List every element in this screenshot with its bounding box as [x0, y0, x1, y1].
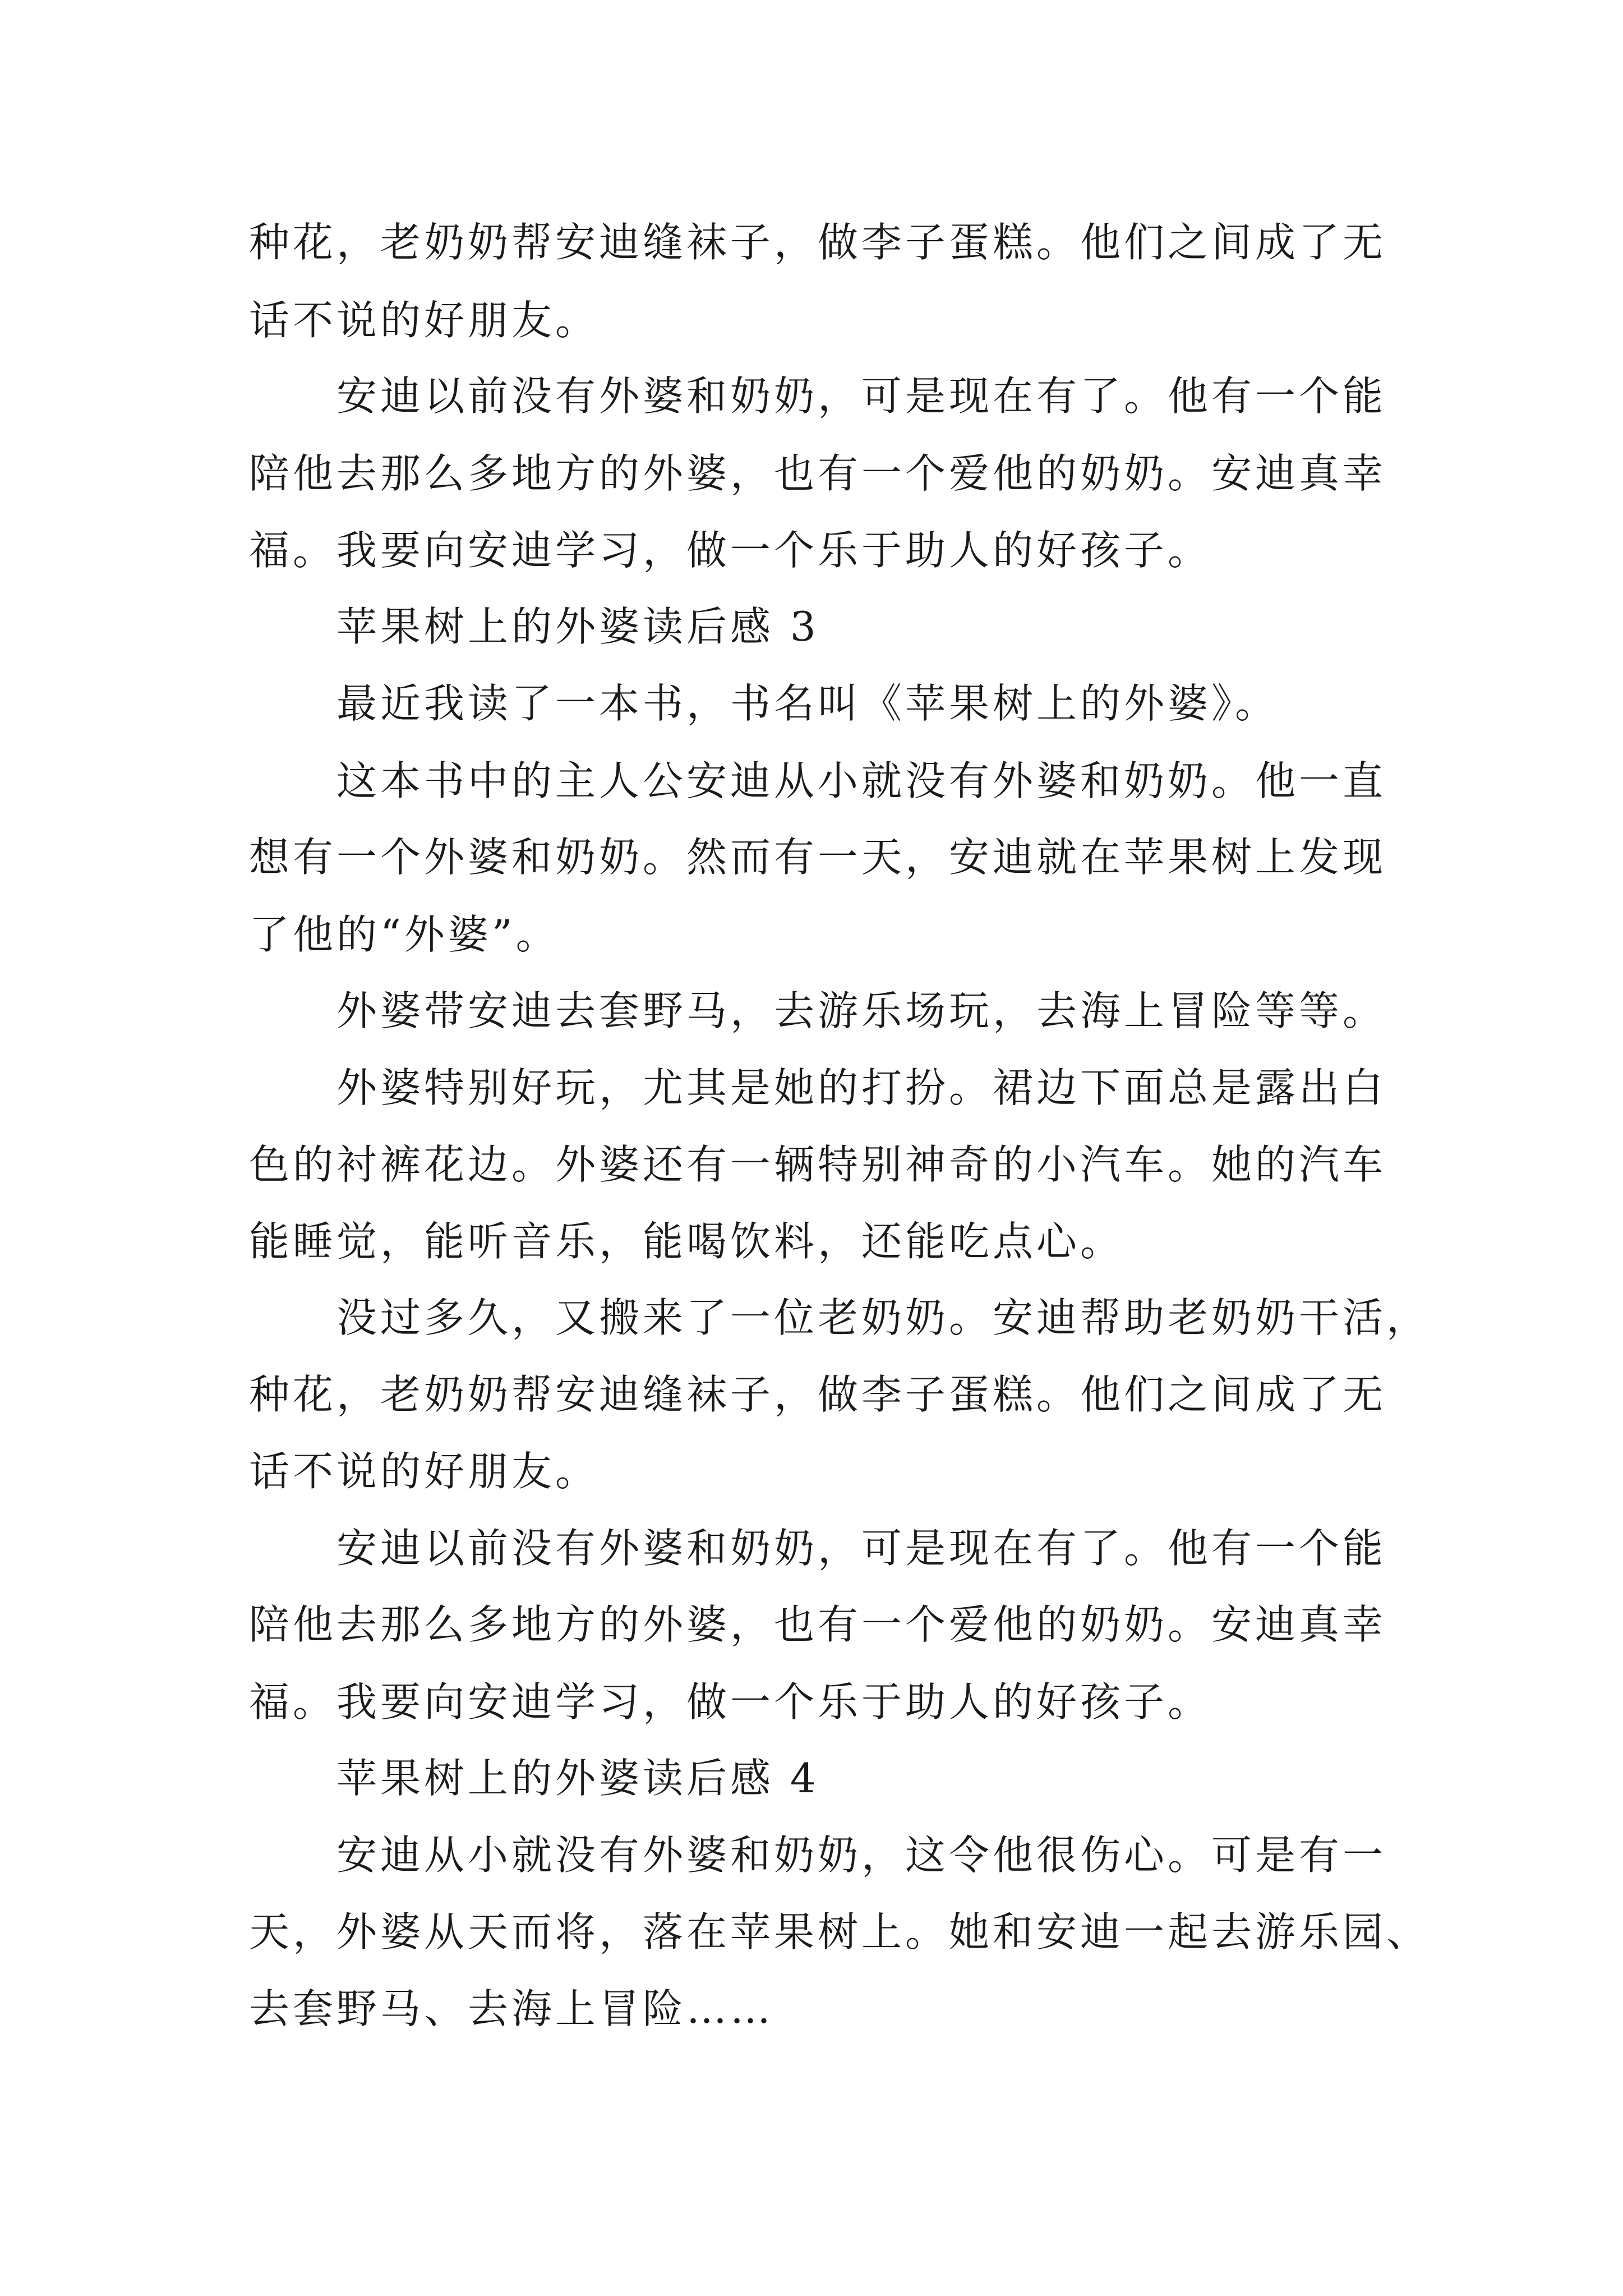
text-line: 话不说的好朋友。: [249, 1448, 600, 1495]
text-line: 陪他去那么多地方的外婆，也有一个爱他的奶奶。安迪真幸: [249, 450, 1387, 497]
text-line: 能睡觉，能听音乐，能喝饮料，还能吃点心。: [249, 1218, 1124, 1265]
text-line: 福。我要向安迪学习，做一个乐于助人的好孩子。: [249, 1678, 1212, 1726]
text-line: 种花，老奶奶帮安迪缝袜子，做李子蛋糕。他们之间成了无: [249, 1371, 1387, 1418]
section-heading: 苹果树上的外婆读后感 3: [336, 603, 819, 650]
text-line: 陪他去那么多地方的外婆，也有一个爱他的奶奶。安迪真幸: [249, 1601, 1387, 1648]
paragraph-line: 安迪以前没有外婆和奶奶，可是现在有了。他有一个能: [336, 1525, 1387, 1572]
paragraph-line: 外婆带安迪去套野马，去游乐场玩，去海上冒险等等。: [336, 987, 1387, 1034]
paragraph-line: 这本书中的主人公安迪从小就没有外婆和奶奶。他一直: [336, 757, 1387, 804]
text-line: 福。我要向安迪学习，做一个乐于助人的好孩子。: [249, 527, 1212, 574]
section-heading: 苹果树上的外婆读后感 4: [336, 1755, 819, 1802]
text-line: 了他的“外婆”。: [249, 911, 560, 958]
paragraph-line: 安迪从小就没有外婆和奶奶，这令他很伤心。可是有一: [336, 1832, 1387, 1879]
text-line: 色的衬裤花边。外婆还有一辆特别神奇的小汽车。她的汽车: [249, 1141, 1387, 1188]
text-line: 种花，老奶奶帮安迪缝袜子，做李子蛋糕。他们之间成了无: [249, 219, 1387, 266]
text-line: 去套野马、去海上冒险……: [249, 1985, 774, 2032]
text-line: 想有一个外婆和奶奶。然而有一天，安迪就在苹果树上发现: [249, 834, 1387, 881]
paragraph-line: 最近我读了一本书，书名叫《苹果树上的外婆》。: [336, 680, 1279, 727]
paragraph-line: 安迪以前没有外婆和奶奶，可是现在有了。他有一个能: [336, 372, 1387, 420]
text-line: 天，外婆从天而将，落在苹果树上。她和安迪一起去游乐园、: [249, 1908, 1431, 1955]
paragraph-line: 外婆特别好玩，尤其是她的打扮。裙边下面总是露出白: [336, 1064, 1387, 1111]
text-line: 话不说的好朋友。: [249, 297, 600, 344]
paragraph-line: 没过多久，又搬来了一位老奶奶。安迪帮助老奶奶干活，: [336, 1294, 1431, 1341]
